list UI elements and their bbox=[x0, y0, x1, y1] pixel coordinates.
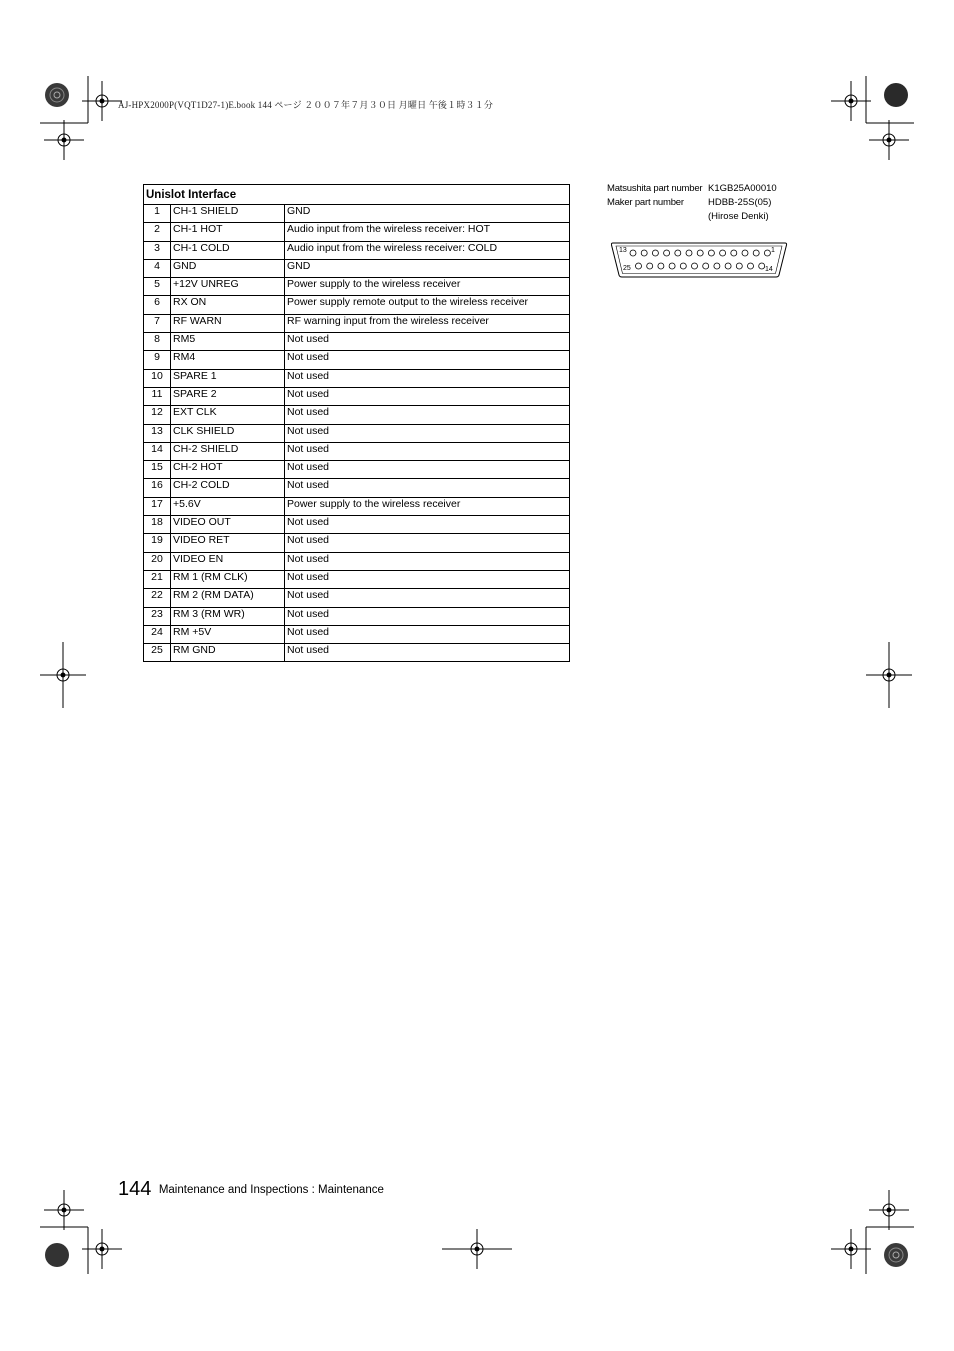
signal-cell: RM4 bbox=[171, 351, 285, 369]
description-cell: Not used bbox=[285, 552, 570, 570]
pin-label-13: 13 bbox=[619, 247, 627, 254]
table-row bbox=[144, 442, 570, 460]
pin-number-cell: 6 bbox=[144, 296, 171, 314]
pin-hole bbox=[686, 250, 692, 256]
maker-value-note: (Hirose Denki) bbox=[708, 211, 769, 222]
calibration-circle-top-left bbox=[44, 82, 70, 108]
pin-number-cell: 4 bbox=[144, 259, 171, 277]
table-row bbox=[144, 497, 570, 515]
crosshair-top-right-2 bbox=[869, 120, 909, 160]
pin-hole bbox=[641, 250, 647, 256]
crosshair-top-left bbox=[82, 81, 122, 121]
pin-hole bbox=[647, 263, 653, 269]
signal-cell: CH-2 SHIELD bbox=[171, 442, 285, 460]
pin-label-25: 25 bbox=[623, 265, 631, 272]
description-cell: Not used bbox=[285, 461, 570, 479]
table-row bbox=[144, 479, 570, 497]
page-number: 144 bbox=[118, 1178, 152, 1200]
pin-number-cell: 1 bbox=[144, 205, 171, 223]
pin-hole bbox=[748, 263, 754, 269]
pin-holes bbox=[630, 250, 770, 269]
signal-cell: RM GND bbox=[171, 644, 285, 662]
pin-hole bbox=[714, 263, 720, 269]
description-cell: Not used bbox=[285, 479, 570, 497]
signal-cell: RM5 bbox=[171, 333, 285, 351]
calibration-circle-bottom-right bbox=[883, 1242, 909, 1268]
description-cell: Not used bbox=[285, 369, 570, 387]
description-cell: Not used bbox=[285, 424, 570, 442]
pin-number-cell: 21 bbox=[144, 570, 171, 588]
table-row bbox=[144, 406, 570, 424]
description-cell: GND bbox=[285, 259, 570, 277]
signal-cell: CH-1 COLD bbox=[171, 241, 285, 259]
pin-number-cell: 14 bbox=[144, 442, 171, 460]
pin-hole bbox=[658, 263, 664, 269]
pin-hole bbox=[697, 250, 703, 256]
signal-cell: SPARE 2 bbox=[171, 387, 285, 405]
description-cell: Not used bbox=[285, 442, 570, 460]
signal-cell: CH-2 COLD bbox=[171, 479, 285, 497]
signal-cell: VIDEO EN bbox=[171, 552, 285, 570]
table-row bbox=[144, 589, 570, 607]
crosshair-mid-left bbox=[40, 642, 86, 708]
pin-label-1: 1 bbox=[771, 247, 775, 254]
signal-cell: VIDEO RET bbox=[171, 534, 285, 552]
description-cell: RF warning input from the wireless receiver bbox=[285, 314, 570, 332]
pin-number-cell: 23 bbox=[144, 607, 171, 625]
pin-number-cell: 7 bbox=[144, 314, 171, 332]
pin-hole bbox=[630, 250, 636, 256]
description-cell: Not used bbox=[285, 387, 570, 405]
pin-number-cell: 8 bbox=[144, 333, 171, 351]
pin-hole bbox=[636, 263, 642, 269]
pin-hole bbox=[731, 250, 737, 256]
crosshair-bottom-left bbox=[44, 1190, 84, 1230]
pin-hole bbox=[725, 263, 731, 269]
matsushita-row bbox=[607, 182, 777, 196]
maker-label: Maker part number bbox=[607, 197, 684, 208]
table-row bbox=[144, 369, 570, 387]
pin-number-cell: 19 bbox=[144, 534, 171, 552]
description-cell: Power supply to the wireless receiver bbox=[285, 278, 570, 296]
pin-hole bbox=[753, 250, 759, 256]
pin-number-cell: 3 bbox=[144, 241, 171, 259]
maker-value: HDBB-25S(05) bbox=[708, 197, 772, 208]
signal-cell: RF WARN bbox=[171, 314, 285, 332]
matsushita-label: Matsushita part number bbox=[607, 183, 703, 194]
signal-cell: RM +5V bbox=[171, 625, 285, 643]
crosshair-mid-right bbox=[866, 642, 912, 708]
pin-number-cell: 10 bbox=[144, 369, 171, 387]
pin-number-cell: 25 bbox=[144, 644, 171, 662]
pin-number-cell: 18 bbox=[144, 516, 171, 534]
signal-cell: RM 2 (RM DATA) bbox=[171, 589, 285, 607]
table-row bbox=[144, 387, 570, 405]
table-row bbox=[144, 424, 570, 442]
pin-hole bbox=[703, 263, 709, 269]
table-row bbox=[144, 278, 570, 296]
table-row bbox=[144, 625, 570, 643]
pin-hole bbox=[708, 250, 714, 256]
signal-cell: RM 3 (RM WR) bbox=[171, 607, 285, 625]
pin-number-cell: 9 bbox=[144, 351, 171, 369]
pin-hole bbox=[736, 263, 742, 269]
description-cell: Not used bbox=[285, 351, 570, 369]
signal-cell: CH-1 SHIELD bbox=[171, 205, 285, 223]
table-row bbox=[144, 351, 570, 369]
description-cell: Not used bbox=[285, 406, 570, 424]
description-cell: Not used bbox=[285, 534, 570, 552]
description-cell: Audio input from the wireless receiver: COLD bbox=[285, 241, 570, 259]
table-title: Unislot Interface bbox=[144, 185, 570, 205]
description-cell: Not used bbox=[285, 589, 570, 607]
maker-note-row bbox=[607, 210, 777, 224]
table-row bbox=[144, 241, 570, 259]
description-cell: Not used bbox=[285, 644, 570, 662]
pin-rows bbox=[144, 205, 570, 662]
matsushita-value: K1GB25A00010 bbox=[708, 183, 777, 194]
calibration-circle-bottom-left bbox=[44, 1242, 70, 1268]
table-row bbox=[144, 314, 570, 332]
signal-cell: +5.6V bbox=[171, 497, 285, 515]
crosshair-bottom-right-2 bbox=[869, 1190, 909, 1230]
calibration-circle-top-right bbox=[883, 82, 909, 108]
pin-hole bbox=[664, 250, 670, 256]
pin-number-cell: 16 bbox=[144, 479, 171, 497]
description-cell: Audio input from the wireless receiver: HOT bbox=[285, 223, 570, 241]
pin-number-cell: 11 bbox=[144, 387, 171, 405]
table-row bbox=[144, 205, 570, 223]
pin-hole bbox=[720, 250, 726, 256]
description-cell: Power supply remote output to the wireless receiver bbox=[285, 296, 570, 314]
signal-cell: CH-1 HOT bbox=[171, 223, 285, 241]
table-row bbox=[144, 534, 570, 552]
crosshair-bottom-left-2 bbox=[82, 1229, 122, 1269]
signal-cell: RM 1 (RM CLK) bbox=[171, 570, 285, 588]
table-row bbox=[144, 296, 570, 314]
table-row bbox=[144, 259, 570, 277]
table-row bbox=[144, 333, 570, 351]
table-row bbox=[144, 223, 570, 241]
pin-hole bbox=[692, 263, 698, 269]
crosshair-bottom-center bbox=[442, 1229, 512, 1269]
part-number-spec bbox=[607, 182, 777, 224]
description-cell: Power supply to the wireless receiver bbox=[285, 497, 570, 515]
print-header: AJ-HPX2000P(VQT1D27-1)E.book 144 ページ ２００７年７月３０日 月曜日 午後１時３１分 bbox=[118, 100, 494, 110]
signal-cell: CLK SHIELD bbox=[171, 424, 285, 442]
pin-number-cell: 20 bbox=[144, 552, 171, 570]
pin-hole bbox=[652, 250, 658, 256]
signal-cell: GND bbox=[171, 259, 285, 277]
pin-number-cell: 5 bbox=[144, 278, 171, 296]
signal-cell: EXT CLK bbox=[171, 406, 285, 424]
unislot-pin-table bbox=[143, 184, 570, 662]
section-title: Maintenance and Inspections : Maintenance bbox=[158, 1183, 384, 1196]
table-row bbox=[144, 461, 570, 479]
description-cell: Not used bbox=[285, 516, 570, 534]
description-cell: Not used bbox=[285, 570, 570, 588]
pin-hole bbox=[759, 263, 765, 269]
pin-number-cell: 15 bbox=[144, 461, 171, 479]
description-cell: Not used bbox=[285, 625, 570, 643]
pin-label-14: 14 bbox=[765, 266, 773, 273]
table-row bbox=[144, 644, 570, 662]
pin-hole bbox=[742, 250, 748, 256]
signal-cell: VIDEO OUT bbox=[171, 516, 285, 534]
crosshair-top-left-2 bbox=[44, 120, 84, 160]
pin-hole bbox=[680, 263, 686, 269]
pin-number-cell: 17 bbox=[144, 497, 171, 515]
maker-row bbox=[607, 196, 777, 210]
description-cell: GND bbox=[285, 205, 570, 223]
page-footer bbox=[118, 1178, 384, 1201]
signal-cell: RX ON bbox=[171, 296, 285, 314]
crosshair-top-right bbox=[831, 81, 871, 121]
crosshair-bottom-right bbox=[831, 1229, 871, 1269]
description-cell: Not used bbox=[285, 607, 570, 625]
table-row bbox=[144, 570, 570, 588]
pin-number-cell: 24 bbox=[144, 625, 171, 643]
signal-cell: CH-2 HOT bbox=[171, 461, 285, 479]
table-row bbox=[144, 516, 570, 534]
table-row bbox=[144, 552, 570, 570]
pin-number-cell: 2 bbox=[144, 223, 171, 241]
table-title-row bbox=[144, 185, 570, 205]
pin-hole bbox=[669, 263, 675, 269]
pin-hole bbox=[675, 250, 681, 256]
pin-hole bbox=[764, 250, 770, 256]
pin-number-cell: 13 bbox=[144, 424, 171, 442]
pin-number-cell: 22 bbox=[144, 589, 171, 607]
signal-cell: +12V UNREG bbox=[171, 278, 285, 296]
pin-number-cell: 12 bbox=[144, 406, 171, 424]
description-cell: Not used bbox=[285, 333, 570, 351]
table-row bbox=[144, 607, 570, 625]
signal-cell: SPARE 1 bbox=[171, 369, 285, 387]
d-sub-25-connector-diagram bbox=[611, 241, 789, 279]
